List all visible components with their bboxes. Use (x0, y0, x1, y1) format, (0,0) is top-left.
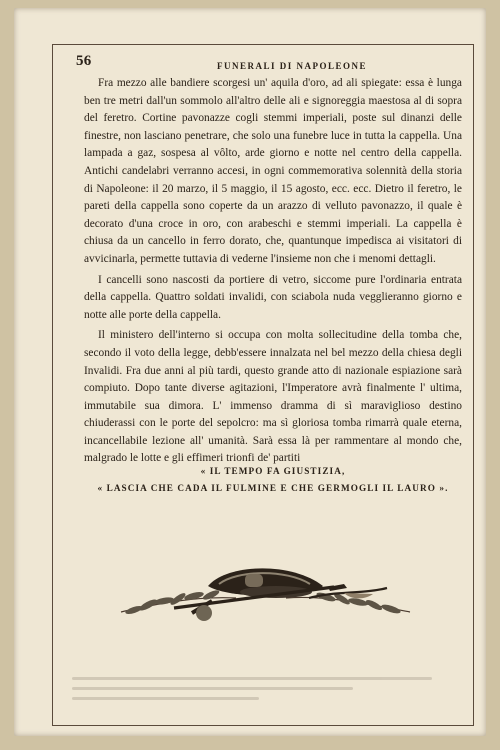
hat-and-sword-laurel-vignette-icon (116, 556, 416, 628)
bleed-through-text (72, 670, 432, 706)
body-text (84, 75, 462, 468)
epigraph-line-2: « LASCIA CHE CADA IL FULMINE E CHE GERMOGLI IL LAURO ». (97, 483, 449, 493)
page-number: 56 (76, 53, 92, 69)
running-head: FUNERALI DI NAPOLEONE (216, 61, 367, 71)
paragraph-1: Fra mezzo alle bandiere scorgesi un' aquila d'oro, ad ali spiegate: essa è lunga ben tre metri dall'un sommolo all'altro delle ali e signoreggia maestosa al di sopra del feretro. Cortine pavonazze cogli stemmi imperiali, poste sul dinanzi delle finestre, non lasciano penetrare, che solo una funebre luce in tutta la cappella. Una lampada a gaz, sospesa al vôlto, arde giorno e notte nel centro della cappella. Antichi candelabri verranno accesi, in ogni commemorativa solennità della storia di Napoleone: il 20 marzo, il 5 maggio, il 15 agosto, ecc. ecc. Dietro il feretro, le pareti della cappella sono coperte da un arazzo di velluto pavonazzo, il quale è decorato d'una croce in oro, con arabeschi e stemmi imperiali. La cappella è chiusa da un cancello in ferro dorato, che, quantunque impedisca ai visitatori di avvicinarla, permette tuttavia di vederne l'insieme non che i menomi dettagli. (84, 77, 462, 265)
epigraph-line-1: « IL TEMPO FA GIUSTIZIA, (200, 466, 346, 476)
book-page (14, 8, 486, 736)
paragraph-3: Il ministero dell'interno si occupa con molta sollecitudine della tomba che, secondo il voto della legge, debb'essere innalzata nel bel mezzo della chiesa degli Invalidi. Fra due anni al più tardi, questo grande atto di nazionale espiazione sarà compiuto. Dopo tante diverse agitazioni, l'Imperatore avrà finalmente l' ultima, immutabile sua dimora. L' immenso dramma di sì maraviglioso destino chiuderassi con le porte del sepolcro: ma sì gloriosa tomba rimarrà quale eterna, incancellabile lezione all' umanità. Sarà essa là per rammentare al mondo che, malgrado le lotte e gli effimeri trionfi de' partiti (84, 329, 462, 465)
paragraph-2: I cancelli sono nascosti da portiere di vetro, siccome pure l'ordinaria entrata della cappella. Quattro soldati invalidi, con sciabola nuda vegglieranno giorno e notte alle porte della cappella. (84, 273, 462, 321)
